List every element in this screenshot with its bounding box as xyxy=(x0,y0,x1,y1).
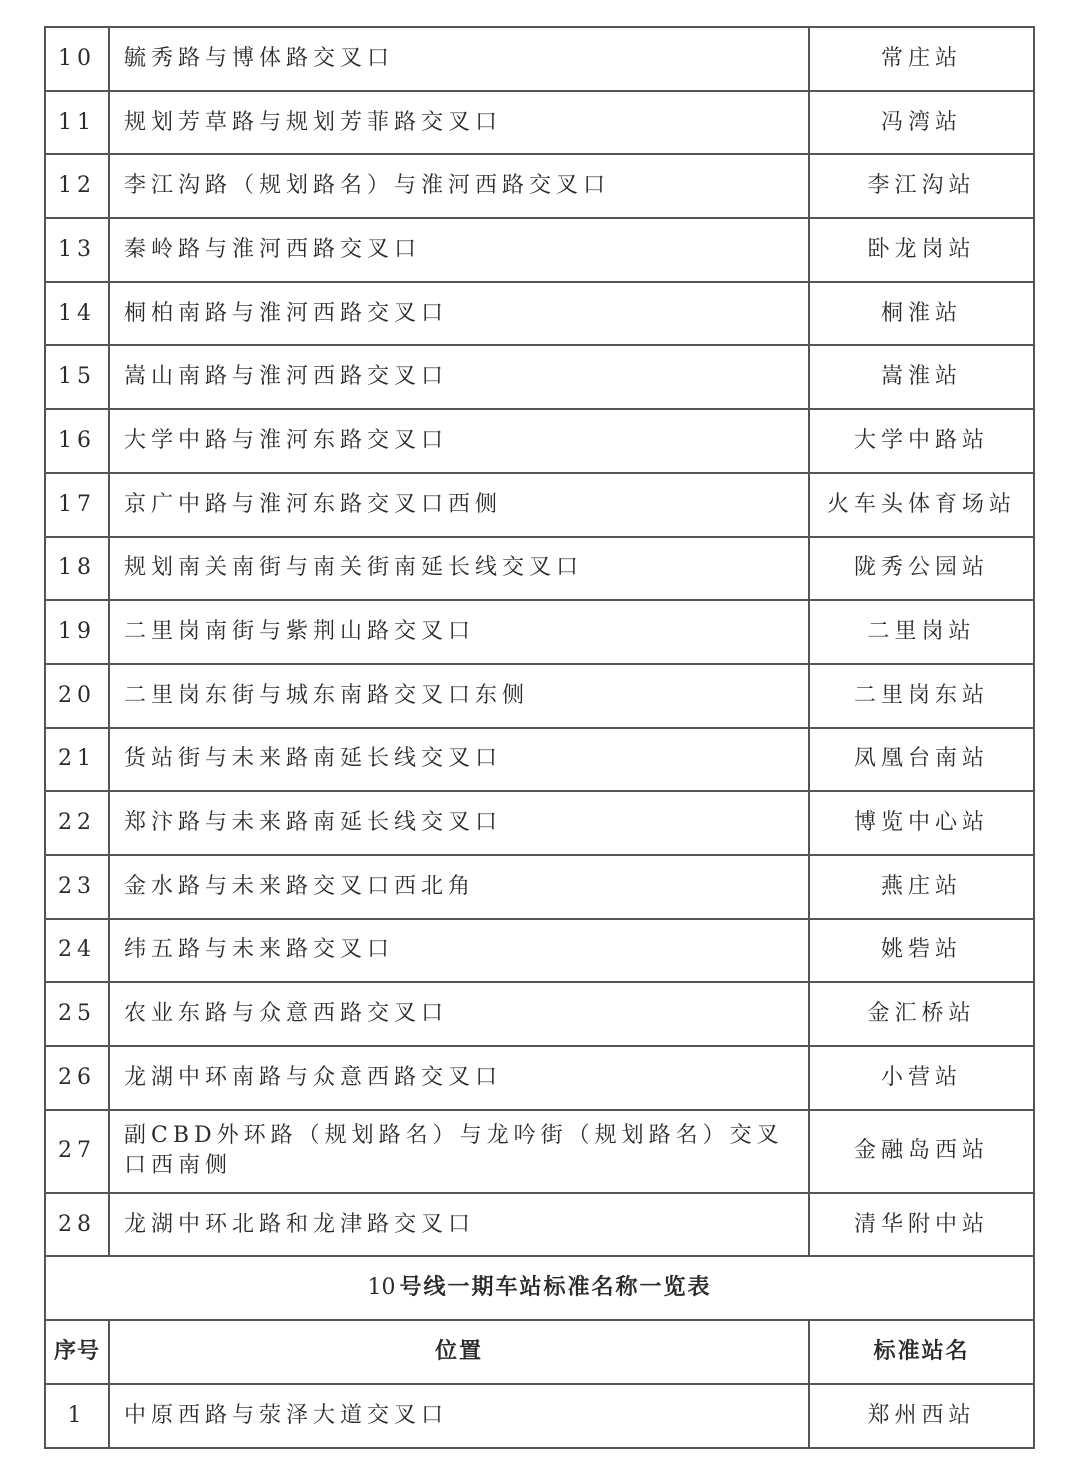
row-number: 13 xyxy=(45,218,109,282)
row-location: 规划南关南街与南关街南延长线交叉口 xyxy=(109,537,809,601)
row-location: 纬五路与未来路交叉口 xyxy=(109,919,809,983)
row-location: 桐柏南路与淮河西路交叉口 xyxy=(109,282,809,346)
table-row xyxy=(45,537,1034,601)
row-station-name: 小营站 xyxy=(809,1046,1034,1110)
table-row xyxy=(45,154,1034,218)
table-row xyxy=(45,345,1034,409)
row-station-name: 博览中心站 xyxy=(809,791,1034,855)
row-number: 1 xyxy=(45,1384,109,1448)
row-number: 10 xyxy=(45,27,109,91)
row-station-name: 大学中路站 xyxy=(809,409,1034,473)
row-number: 20 xyxy=(45,664,109,728)
row-number: 12 xyxy=(45,154,109,218)
row-number: 21 xyxy=(45,728,109,792)
table-row xyxy=(45,855,1034,919)
row-location: 秦岭路与淮河西路交叉口 xyxy=(109,218,809,282)
row-station-name: 凤凰台南站 xyxy=(809,728,1034,792)
row-station-name: 李江沟站 xyxy=(809,154,1034,218)
station-name-table xyxy=(44,26,1035,1449)
row-number: 18 xyxy=(45,537,109,601)
row-number: 14 xyxy=(45,282,109,346)
row-location: 货站街与未来路南延长线交叉口 xyxy=(109,728,809,792)
header-station-name: 标准站名 xyxy=(809,1320,1034,1384)
row-station-name: 姚砦站 xyxy=(809,919,1034,983)
row-number: 19 xyxy=(45,600,109,664)
header-number: 序号 xyxy=(45,1320,109,1384)
row-station-name: 二里岗站 xyxy=(809,600,1034,664)
row-station-name: 常庄站 xyxy=(809,27,1034,91)
row-number: 11 xyxy=(45,91,109,155)
row-location: 龙湖中环南路与众意西路交叉口 xyxy=(109,1046,809,1110)
table-row xyxy=(45,473,1034,537)
row-station-name: 金融岛西站 xyxy=(809,1110,1034,1193)
table-row xyxy=(45,600,1034,664)
row-location: 规划芳草路与规划芳菲路交叉口 xyxy=(109,91,809,155)
row-location: 中原西路与荥泽大道交叉口 xyxy=(109,1384,809,1448)
row-location: 京广中路与淮河东路交叉口西侧 xyxy=(109,473,809,537)
row-station-name: 陇秀公园站 xyxy=(809,537,1034,601)
row-station-name: 二里岗东站 xyxy=(809,664,1034,728)
row-location: 金水路与未来路交叉口西北角 xyxy=(109,855,809,919)
table-row xyxy=(45,282,1034,346)
row-number: 17 xyxy=(45,473,109,537)
section-title-number: 10 xyxy=(367,1275,396,1301)
table-row xyxy=(45,982,1034,1046)
section-title xyxy=(45,1256,1034,1320)
row-station-name: 燕庄站 xyxy=(809,855,1034,919)
table-row xyxy=(45,91,1034,155)
table-row xyxy=(45,1046,1034,1110)
row-location: 副CBD外环路（规划路名）与龙吟街（规划路名）交叉口西南侧 xyxy=(109,1110,809,1193)
row-station-name: 桐淮站 xyxy=(809,282,1034,346)
row-location: 二里岗南街与紫荆山路交叉口 xyxy=(109,600,809,664)
section-title-text: 号线一期车站标准名称一览表 xyxy=(399,1275,712,1301)
table-row xyxy=(45,409,1034,473)
table-body xyxy=(45,27,1034,1448)
row-number: 26 xyxy=(45,1046,109,1110)
table-row xyxy=(45,218,1034,282)
row-location: 毓秀路与博体路交叉口 xyxy=(109,27,809,91)
section-title-row xyxy=(45,1256,1034,1320)
row-location: 龙湖中环北路和龙津路交叉口 xyxy=(109,1193,809,1257)
row-number: 23 xyxy=(45,855,109,919)
table-row xyxy=(45,664,1034,728)
row-station-name: 火车头体育场站 xyxy=(809,473,1034,537)
row-station-name: 金汇桥站 xyxy=(809,982,1034,1046)
table-row xyxy=(45,1110,1034,1193)
row-location: 大学中路与淮河东路交叉口 xyxy=(109,409,809,473)
row-number: 15 xyxy=(45,345,109,409)
table-row xyxy=(45,27,1034,91)
row-location: 李江沟路（规划路名）与淮河西路交叉口 xyxy=(109,154,809,218)
table-header-row xyxy=(45,1320,1034,1384)
row-number: 24 xyxy=(45,919,109,983)
row-number: 16 xyxy=(45,409,109,473)
row-location: 二里岗东街与城东南路交叉口东侧 xyxy=(109,664,809,728)
row-station-name: 郑州西站 xyxy=(809,1384,1034,1448)
table-row xyxy=(45,919,1034,983)
row-number: 28 xyxy=(45,1193,109,1257)
row-number: 22 xyxy=(45,791,109,855)
table-row xyxy=(45,1384,1034,1448)
row-station-name: 清华附中站 xyxy=(809,1193,1034,1257)
table-row xyxy=(45,791,1034,855)
header-location: 位置 xyxy=(109,1320,809,1384)
row-location: 嵩山南路与淮河西路交叉口 xyxy=(109,345,809,409)
table-row xyxy=(45,728,1034,792)
row-location: 农业东路与众意西路交叉口 xyxy=(109,982,809,1046)
row-station-name: 冯湾站 xyxy=(809,91,1034,155)
row-station-name: 卧龙岗站 xyxy=(809,218,1034,282)
row-number: 25 xyxy=(45,982,109,1046)
row-location: 郑汴路与未来路南延长线交叉口 xyxy=(109,791,809,855)
row-number: 27 xyxy=(45,1110,109,1193)
row-station-name: 嵩淮站 xyxy=(809,345,1034,409)
table-row xyxy=(45,1193,1034,1257)
